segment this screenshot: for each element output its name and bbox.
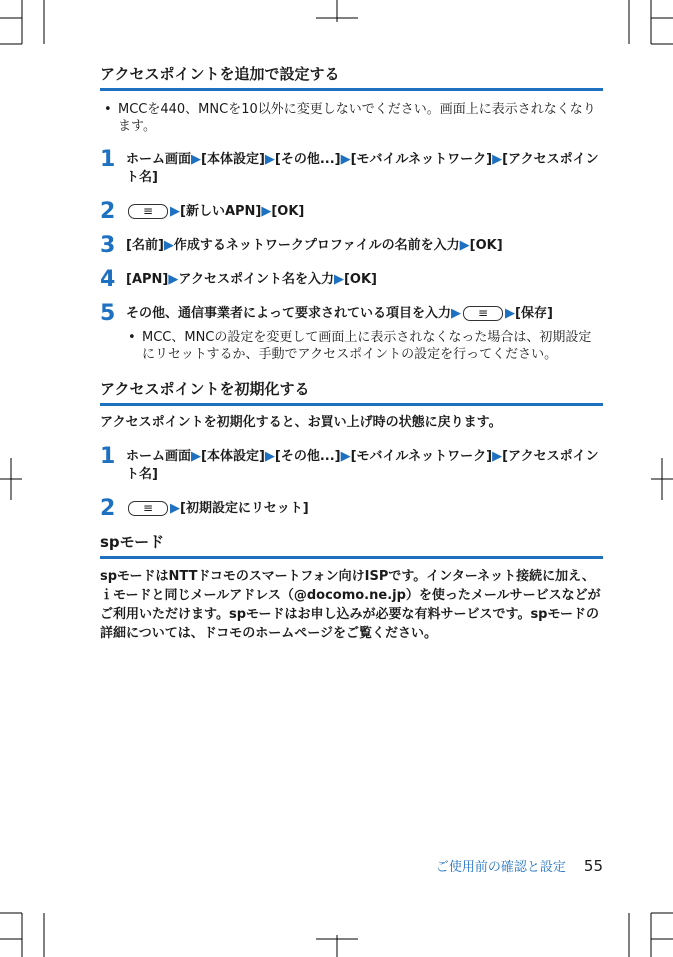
step-5: 5 その他、通信事業者によって要求されている項目を入力▶≡ ▶[保存] • MCC、MNCの設定を変更して画面上に表示されなくなった場合は、初期設定にリセットするか、手動でアクセスポイントの設定を行ってください。 xyxy=(100,305,603,363)
menu-key-icon xyxy=(128,204,168,219)
menu-key-icon xyxy=(128,501,168,516)
page-footer xyxy=(436,856,603,875)
section-title: アクセスポイントを追加で設定する xyxy=(100,64,603,91)
step-1: 1 ホーム画面▶[本体設定]▶[その他...]▶[モバイルネットワーク]▶[アクセスポイント名] xyxy=(100,147,599,185)
menu-key-icon xyxy=(463,306,503,321)
section-intro: アクセスポイントを初期化すると、お買い上げ時の状態に戻ります。 xyxy=(100,415,502,430)
section-title: アクセスポイントを初期化する xyxy=(100,379,603,406)
page-content xyxy=(100,64,603,643)
section-title: spモード xyxy=(100,532,603,559)
step-note: • MCC、MNCの設定を変更して画面上に表示されなくなった場合は、初期設定にリセットするか、手動でアクセスポイントの設定を行ってください。 xyxy=(128,330,592,362)
step-3: 3 [名前]▶作成するネットワークプロファイルの名前を入力▶[OK] xyxy=(100,233,503,258)
note: • MCCを440、MNCを10以外に変更しないでください。画面上に表示されなくなります。 xyxy=(104,102,596,134)
step-1: 1 ホーム画面▶[本体設定]▶[その他...]▶[モバイルネットワーク]▶[アクセスポイント名] xyxy=(100,444,599,482)
footer-label: ご使用前の確認と設定 xyxy=(435,860,566,875)
step-2: 2 ≡ ▶[新しいAPN]▶[OK] xyxy=(100,203,603,221)
step-2: 2 ≡ ▶[初期設定にリセット] xyxy=(100,500,603,518)
section-body: spモードはNTTドコモのスマートフォン向けISPです。インターネット接続に加え、ｉモードと同じメールアドレス（@docomo.ne.jp）を使ったメールサービスなどがご利用いただけます。spモードはお申し込みが必要な有料サービスです。spモードの詳細については、ドコモのホームページをご覧ください。 xyxy=(100,569,601,641)
page-number: 55 xyxy=(583,857,603,875)
step-4: 4 [APN]▶アクセスポイント名を入力▶[OK] xyxy=(100,267,377,292)
